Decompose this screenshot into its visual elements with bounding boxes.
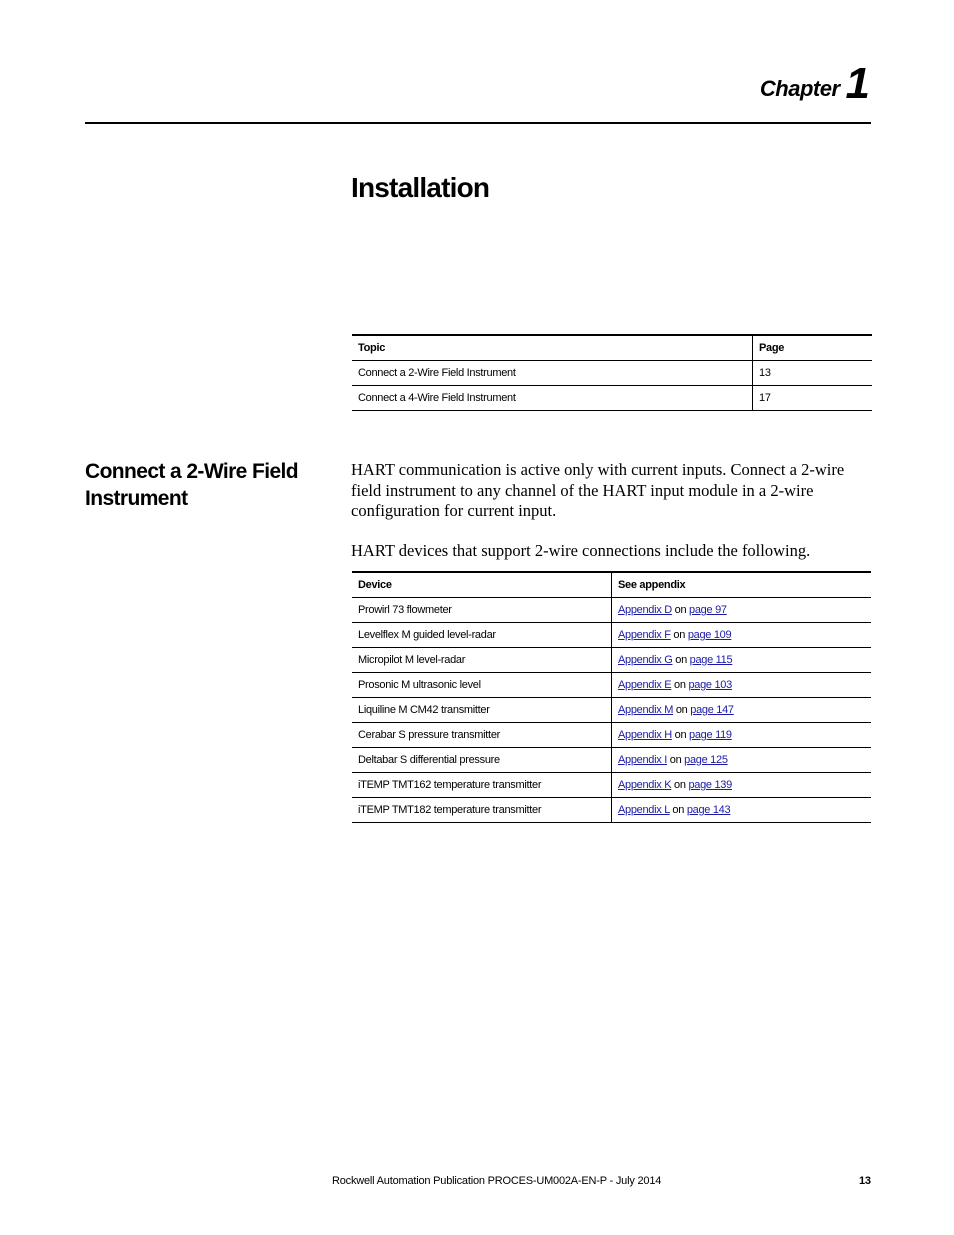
on-word: on — [674, 604, 687, 616]
appendix-cell — [612, 723, 872, 748]
section-heading — [85, 458, 325, 512]
table-row — [352, 386, 872, 411]
topic-cell: Connect a 4-Wire Field Instrument — [352, 386, 753, 411]
column-header-topic: Topic — [352, 335, 753, 361]
page-link[interactable]: page 109 — [687, 629, 732, 641]
section-heading-line1: Connect a 2-Wire Field — [85, 460, 298, 483]
device-cell: Prowirl 73 flowmeter — [352, 598, 612, 623]
column-header-page: Page — [753, 335, 873, 361]
page-link[interactable]: page 115 — [689, 654, 733, 666]
chapter-number: 1 — [845, 59, 870, 108]
appendix-cell — [612, 623, 872, 648]
page-link[interactable]: page 143 — [686, 804, 731, 816]
appendix-link[interactable]: Appendix M — [618, 704, 674, 716]
on-word: on — [674, 679, 686, 691]
device-cell: Levelflex M guided level-radar — [352, 623, 612, 648]
device-cell: Prosonic M ultrasonic level — [352, 673, 612, 698]
table-row — [352, 698, 871, 723]
on-word: on — [674, 779, 686, 791]
page-link[interactable]: page 139 — [688, 779, 732, 791]
appendix-link[interactable]: Appendix K — [618, 779, 672, 791]
page-cell: 13 — [753, 361, 873, 386]
column-header-device: Device — [352, 572, 612, 598]
page-link[interactable]: page 103 — [688, 679, 732, 691]
on-word: on — [675, 704, 688, 716]
table-row — [352, 361, 872, 386]
device-cell: iTEMP TMT182 temperature transmitter — [352, 798, 612, 823]
appendix-link[interactable]: Appendix H — [618, 729, 672, 741]
appendix-link[interactable]: Appendix F — [618, 629, 671, 641]
footer-page-number: 13 — [859, 1175, 871, 1187]
device-cell: Cerabar S pressure transmitter — [352, 723, 612, 748]
page-link[interactable]: page 147 — [690, 704, 734, 716]
topic-cell: Connect a 2-Wire Field Instrument — [352, 361, 753, 386]
on-word: on — [673, 629, 686, 641]
table-row — [352, 773, 871, 798]
table-header-row — [352, 572, 871, 598]
section-heading-line2: Instrument — [85, 487, 188, 510]
table-row — [352, 623, 871, 648]
appendix-cell — [612, 648, 872, 673]
appendix-cell — [612, 773, 872, 798]
page-link[interactable]: page 119 — [689, 729, 732, 741]
appendix-link[interactable]: Appendix I — [618, 754, 667, 766]
devices-table — [352, 571, 871, 823]
device-cell: Deltabar S differential pressure — [352, 748, 612, 773]
device-cell: Liquiline M CM42 transmitter — [352, 698, 612, 723]
page-cell: 17 — [753, 386, 873, 411]
footer-publication: Rockwell Automation Publication PROCES-UM002A-EN-P - July 2014 — [332, 1175, 662, 1187]
appendix-link[interactable]: Appendix E — [618, 679, 672, 691]
on-word: on — [674, 729, 687, 741]
on-word: on — [669, 754, 682, 766]
page-link[interactable]: page 125 — [684, 754, 728, 766]
table-row — [352, 748, 871, 773]
body-paragraph-intro: HART communication is active only with current inputs. Connect a 2-wire field instrument to any channel of the HART input module in a 2-wire configuration for current input. — [351, 460, 845, 520]
appendix-cell — [612, 673, 872, 698]
appendix-link[interactable]: Appendix L — [618, 804, 670, 816]
appendix-cell — [612, 698, 872, 723]
on-word: on — [675, 654, 687, 666]
table-header-row — [352, 335, 872, 361]
chapter-label: Chapter — [759, 76, 840, 101]
chapter-heading — [759, 59, 870, 108]
page-link[interactable]: page 97 — [689, 604, 727, 616]
table-row — [352, 598, 871, 623]
chapter-divider — [85, 122, 871, 124]
topics-table — [352, 334, 872, 411]
table-row — [352, 648, 871, 673]
appendix-link[interactable]: Appendix G — [618, 654, 673, 666]
appendix-cell — [612, 798, 872, 823]
device-cell: iTEMP TMT162 temperature transmitter — [352, 773, 612, 798]
column-header-appendix: See appendix — [612, 572, 872, 598]
page-title: Installation — [351, 172, 490, 203]
table-row — [352, 673, 871, 698]
on-word: on — [672, 804, 685, 816]
appendix-cell — [612, 748, 872, 773]
table-row — [352, 723, 871, 748]
device-cell: Micropilot M level-radar — [352, 648, 612, 673]
table-row — [352, 798, 871, 823]
appendix-link[interactable]: Appendix D — [618, 604, 672, 616]
appendix-cell — [612, 598, 872, 623]
body-paragraph-devices: HART devices that support 2-wire connections include the following. — [351, 541, 811, 560]
